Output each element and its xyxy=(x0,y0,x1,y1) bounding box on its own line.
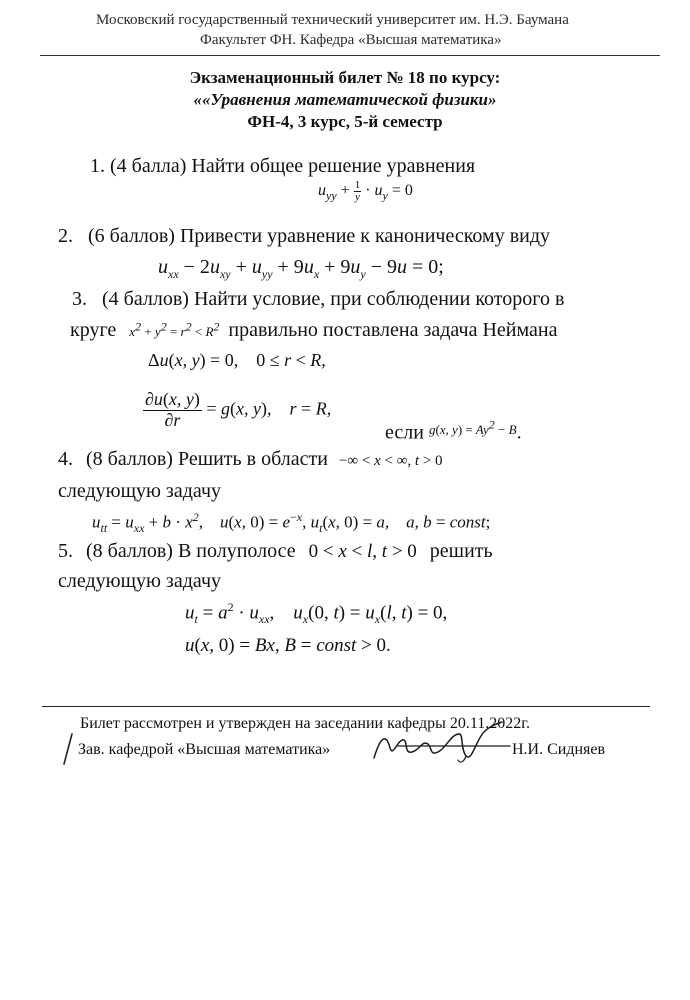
signature xyxy=(368,718,518,766)
problem-5 xyxy=(58,540,493,563)
problem-3-condition-word: если xyxy=(385,421,424,444)
problem-5-text-after: решить xyxy=(429,540,493,562)
footer-divider xyxy=(42,706,650,707)
problem-1-text: (4 балла) Найти общее решение уравнения xyxy=(110,155,476,177)
problem-2-number: 2. xyxy=(58,225,73,247)
problem-2-equation: $u_{xx} - 2u_{xy} + u_{yy} + 9u_x + 9u_y - 9u = 0$; xyxy=(158,256,444,281)
problem-3-circle-condition: $x^2 + y^2 = r^2 < R^2$ xyxy=(129,319,220,339)
problem-4-domain: −∞ < x < ∞, t > 0 xyxy=(338,453,443,469)
problem-3-line-2 xyxy=(70,319,557,342)
problem-3-boundary-condition: $\frac{\partial u(x, y)}{\partial r}$ = g(x, y), r = R, xyxy=(145,389,332,430)
problem-4-line-2: следующую задачу xyxy=(58,480,222,502)
problem-1 xyxy=(90,155,475,178)
header-divider xyxy=(40,55,660,56)
problem-1-equation: $u_{yy}$ + $\frac{1}{y}$ · $u_y = 0$ xyxy=(318,179,413,203)
problem-3 xyxy=(72,288,564,311)
problem-5-text: (8 баллов) В полуполосе xyxy=(86,540,296,562)
problem-3-neumann-text: правильно поставлена задача Неймана xyxy=(228,319,558,341)
department-head-name: Н.И. Сидняев xyxy=(512,741,606,758)
problem-2 xyxy=(58,225,550,248)
university-header: Московский государственный технический университет им. Н.Э. Баумана xyxy=(96,12,569,28)
approval-text: Билет рассмотрен и утвержден на заседании кафедры 20.11.2022г. xyxy=(80,715,531,732)
problem-4-equation: $u_{tt} = u_{xx} + b \cdot x^2$, u(x, $0) = e^{-x}$, $u_t(x$, 0) = a, a, b = const; xyxy=(92,510,491,536)
problem-3-text: (4 баллов) Найти условие, при соблюдении которого в xyxy=(102,288,565,310)
margin-mark xyxy=(58,732,78,768)
problem-5-line-2: следующую задачу xyxy=(58,570,222,592)
problem-3-laplace-equation: Δu(x, y) = 0, 0 ≤ r < R, xyxy=(148,350,326,370)
problem-5-initial-condition: u(x, 0) = Bx, B = const > 0. xyxy=(185,635,391,656)
problem-3-number: 3. xyxy=(72,288,87,310)
problem-5-domain: 0 < x < l, t > 0 xyxy=(308,541,417,562)
problem-3-g-definition: g(x, y) = Ay2 − B xyxy=(428,418,517,438)
course-info: ФН-4, 3 курс, 5-й семестр xyxy=(247,112,443,131)
problem-4-text: (8 баллов) Решить в области xyxy=(86,448,328,470)
problem-2-text: (6 баллов) Привести уравнение к каноническому виду xyxy=(88,225,551,247)
course-name: ««Уравнения математической физики» xyxy=(193,90,497,109)
problem-4 xyxy=(58,448,443,471)
problem-4-number: 4. xyxy=(58,448,73,470)
faculty-header: Факультет ФН. Кафедра «Высшая математика» xyxy=(200,32,502,48)
problem-3-circle-word: круге xyxy=(70,319,117,341)
problem-1-number: 1. xyxy=(90,155,105,177)
department-head-label: Зав. кафедрой «Высшая математика» xyxy=(78,741,331,758)
problem-5-equation: $u_t = a^2 \cdot u_{xx}$, $u_x(0$, $t) = u_x(l$, t) = 0, xyxy=(185,600,448,627)
problem-3-condition: если $^{g(x, y) = Ay^2 - B}$. xyxy=(385,418,522,444)
problem-5-number: 5. xyxy=(58,540,73,562)
ticket-title: Экзаменационный билет № 18 по курсу: xyxy=(189,68,501,87)
